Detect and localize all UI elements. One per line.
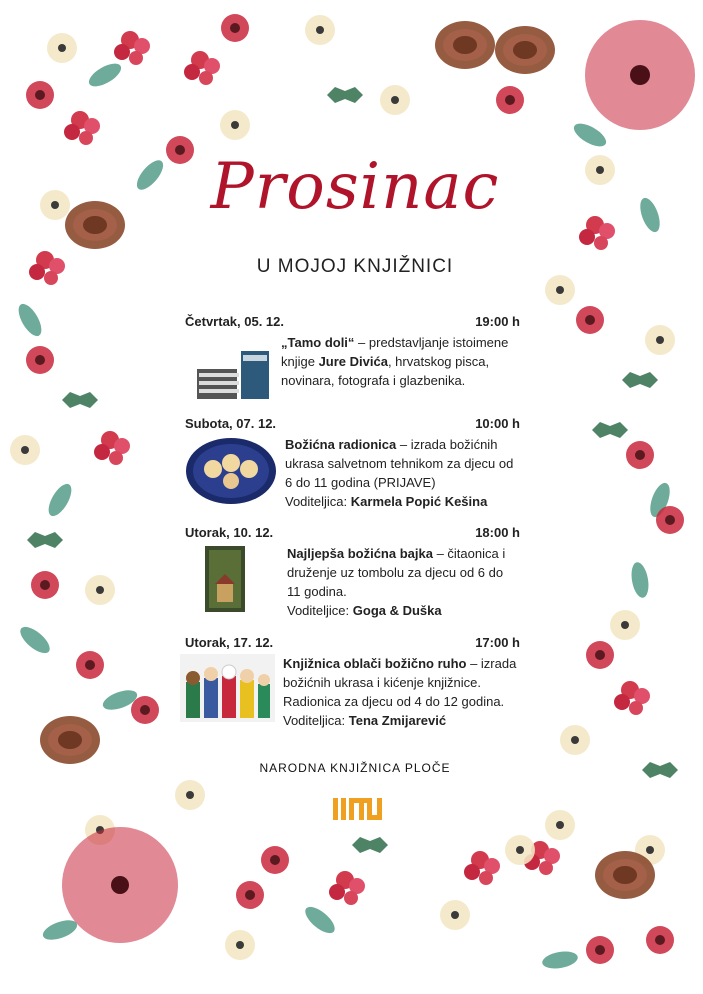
- event-3: [185, 523, 520, 620]
- event-time: 10:00 h: [475, 416, 520, 431]
- decoupage-plate-image: [185, 437, 277, 505]
- event-2: [185, 414, 520, 511]
- event-author: Jure Divića: [318, 354, 388, 369]
- event-leader: Tena Zmijarević: [348, 713, 447, 728]
- event-name: Božićna radionica: [285, 437, 397, 452]
- event-time: 19:00 h: [475, 314, 520, 329]
- event-day: Utorak, 10. 12.: [185, 525, 274, 540]
- page-title: Prosinac: [210, 150, 500, 224]
- event-day: Subota, 07. 12.: [185, 416, 277, 431]
- event-name: „Tamo doli“: [281, 335, 355, 350]
- event-description: „Tamo doli“ – predstavljanje istoimene knjige Jure Divića, hrvatskog pisca, novinara, fotografa i glazbenika.: [281, 335, 509, 388]
- event-1: [185, 312, 520, 405]
- fairy-tale-book-image: [203, 544, 263, 616]
- event-leader: Goga & Duška: [352, 603, 442, 618]
- event-day: Četvrtak, 05. 12.: [185, 314, 285, 329]
- event-leader: Karmela Popić Kešina: [350, 494, 488, 509]
- library-logo-icon: [333, 796, 385, 822]
- event-name: Knjižnica oblači božično ruho: [283, 656, 467, 671]
- page-subtitle: U MOJOJ KNJIŽNICI: [256, 256, 454, 277]
- peg-dolls-image: [180, 654, 275, 722]
- event-time: 18:00 h: [475, 525, 520, 540]
- event-description: Knjižnica oblači božično ruho – izrada božićnih ukrasa i kićenje knjižnice. Radionica za djecu od 4 do 12 godina. Voditeljica: Tena Zmijarević: [283, 656, 517, 728]
- event-4: [185, 633, 520, 730]
- event-description: Najljepša božićna bajka – čitaonica i druženje uz tombolu za djecu od 6 do 11 godina. Voditeljice: Goga & Duška: [287, 546, 506, 618]
- event-time: 17:00 h: [475, 635, 520, 650]
- event-day: Utorak, 17. 12.: [185, 635, 274, 650]
- book-cover-image: [193, 347, 273, 405]
- event-description: Božićna radionica – izrada božićnih ukrasa salvetnom tehnikom za djecu od 6 do 11 godina (PRIJAVE) Voditeljica: Karmela Popić Kešina: [285, 437, 514, 509]
- event-name: Najljepša božićna bajka: [287, 546, 433, 561]
- library-name: NARODNA KNJIŽNICA PLOČE: [259, 761, 451, 775]
